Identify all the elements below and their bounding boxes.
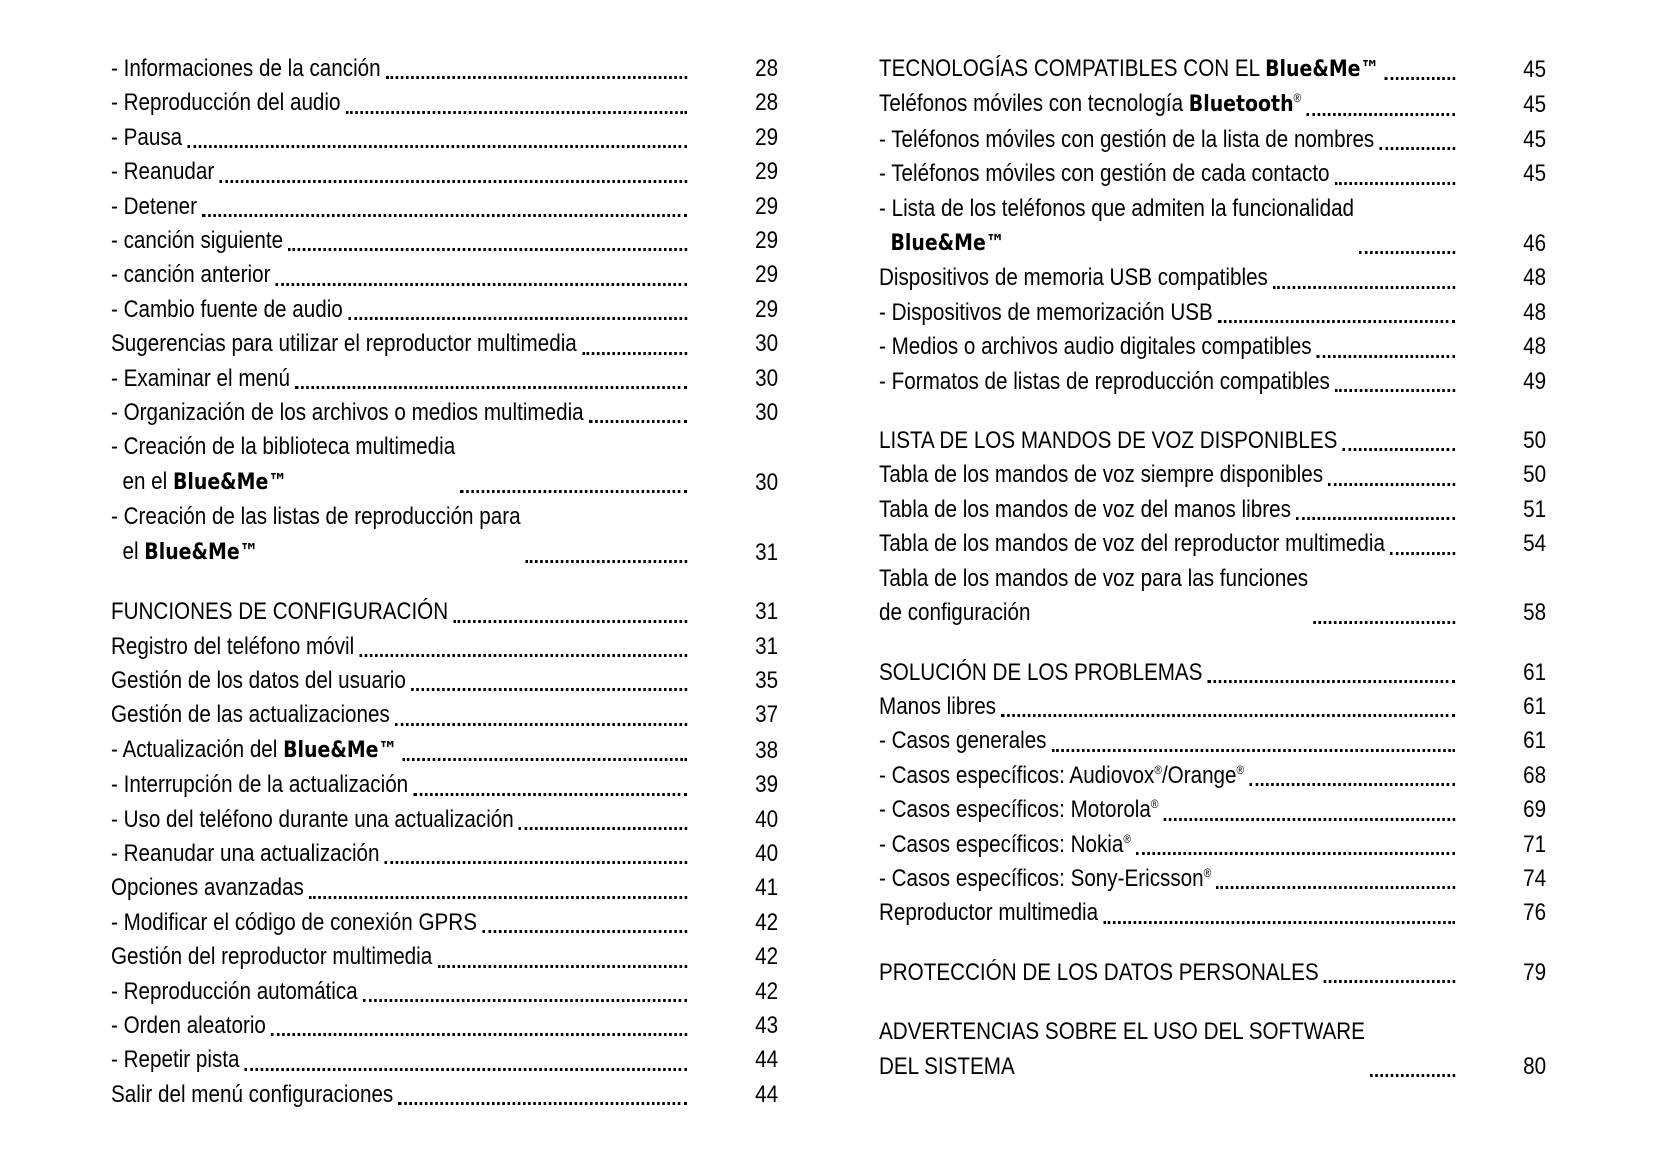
toc-entry: - Dispositivos de memorización USB 48 xyxy=(879,298,1547,326)
toc-entry: - Repetir pista 44 xyxy=(111,1046,779,1074)
toc-entry: Tabla de los mandos de voz siempre disponibles 50 xyxy=(879,461,1547,489)
toc-entry: Gestión de los datos del usuario 35 xyxy=(111,666,779,694)
toc-entry: Teléfonos móviles con tecnología Bluetooth® 45 xyxy=(879,90,1547,119)
toc-entry: - Creación de la biblioteca multimedia en el Blue&Me™ 30 xyxy=(111,433,779,496)
toc-entry: - Informaciones de la canción 28 xyxy=(111,55,779,82)
toc-entry: Tabla de los mandos de voz del manos libres 51 xyxy=(879,495,1547,523)
toc-entry: - Teléfonos móviles con gestión de cada contacto 45 xyxy=(879,160,1547,188)
toc-entry: - canción siguiente 29 xyxy=(111,227,779,255)
toc-right-column xyxy=(879,52,1546,1084)
toc-entry: - Casos específicos: Motorola® 69 xyxy=(879,796,1547,824)
toc-entry: - Organización de los archivos o medios multimedia 30 xyxy=(111,399,779,427)
toc-entry: Salir del menú configuraciones 44 xyxy=(111,1080,779,1108)
toc-entry: ADVERTENCIAS SOBRE EL USO DEL SOFTWARE DEL SISTEMA 80 xyxy=(879,1018,1547,1080)
toc-entry: - Casos específicos: Sony-Ericsson® 74 xyxy=(879,864,1547,892)
toc-entry: Registro del teléfono móvil 31 xyxy=(111,632,779,660)
toc-entry: Gestión del reproductor multimedia 42 xyxy=(111,943,779,971)
toc-entry: SOLUCIÓN DE LOS PROBLEMAS 61 xyxy=(879,658,1547,686)
toc-entry: - Formatos de listas de reproducción compatibles 49 xyxy=(879,367,1547,395)
toc-entry: - Casos generales 61 xyxy=(879,727,1547,755)
toc-entry: - Modificar el código de conexión GPRS 42 xyxy=(111,908,779,936)
toc-entry: - Medios o archivos audio digitales compatibles 48 xyxy=(879,333,1547,361)
toc-entry: PROTECCIÓN DE LOS DATOS PERSONALES 79 xyxy=(879,958,1547,986)
toc-entry: FUNCIONES DE CONFIGURACIÓN 31 xyxy=(111,598,779,626)
toc-entry: - Detener 29 xyxy=(111,192,779,220)
toc-entry: - Reproducción del audio 28 xyxy=(111,89,779,117)
toc-entry: Reproductor multimedia 76 xyxy=(879,899,1547,927)
toc-entry: Sugerencias para utilizar el reproductor multimedia 30 xyxy=(111,330,779,358)
toc-entry: - Reproducción automática 42 xyxy=(111,977,779,1005)
toc-entry: - Reanudar una actualización 40 xyxy=(111,839,779,867)
toc-entry: Tabla de los mandos de voz del reproductor multimedia 54 xyxy=(879,530,1547,558)
toc-entry: - Lista de los teléfonos que admiten la funcionalidad Blue&Me™ 46 xyxy=(879,194,1547,258)
toc-entry: - Cambio fuente de audio 29 xyxy=(111,295,779,323)
toc-entry: Gestión de las actualizaciones 37 xyxy=(111,701,779,729)
toc-entry: - Actualización del Blue&Me™ 38 xyxy=(111,735,779,764)
toc-entry: - Teléfonos móviles con gestión de la lista de nombres 45 xyxy=(879,125,1547,153)
toc-entry: - Casos específicos: Nokia® 71 xyxy=(879,830,1547,858)
toc-entry: - Uso del teléfono durante una actualización 40 xyxy=(111,805,779,833)
toc-entry: - canción anterior 29 xyxy=(111,261,779,289)
toc-entry: - Examinar el menú 30 xyxy=(111,364,779,392)
toc-entry: TECNOLOGÍAS COMPATIBLES CON EL Blue&Me™ 45 xyxy=(879,55,1547,83)
toc-entry: Tabla de los mandos de voz para las funciones de configuración 58 xyxy=(879,564,1547,627)
toc-entry: - Reanudar 29 xyxy=(111,158,779,186)
toc-entry: Manos libres 61 xyxy=(879,692,1547,720)
toc-entry: LISTA DE LOS MANDOS DE VOZ DISPONIBLES 50 xyxy=(879,427,1547,455)
toc-entry: - Casos específicos: Audiovox®/Orange® 68 xyxy=(879,761,1547,789)
toc-entry: - Pausa 29 xyxy=(111,123,779,151)
toc-entry: - Creación de las listas de reproducción para el Blue&Me™ 31 xyxy=(111,503,779,566)
toc-entry: Dispositivos de memoria USB compatibles 48 xyxy=(879,264,1547,292)
toc-entry: Opciones avanzadas 41 xyxy=(111,874,779,902)
toc-left-column xyxy=(111,52,778,1112)
toc-entry: - Orden aleatorio 43 xyxy=(111,1011,779,1039)
toc-entry: - Interrupción de la actualización 39 xyxy=(111,771,779,799)
